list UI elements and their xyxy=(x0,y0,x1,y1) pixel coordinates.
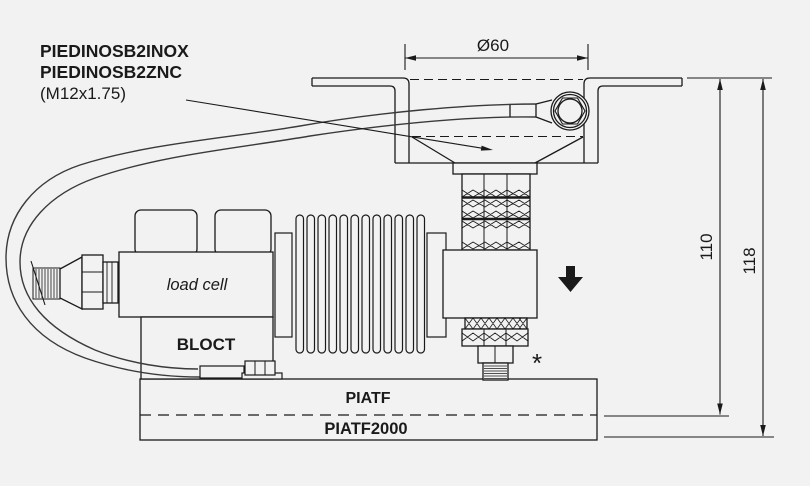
product-label-2: PIEDINOSB2ZNC xyxy=(40,62,182,82)
load-cell-top-boss-right xyxy=(215,210,271,255)
connector-ring xyxy=(103,262,118,303)
dim-118-label: 118 xyxy=(740,247,759,275)
thread-spec-label: (M12x1.75) xyxy=(40,84,126,103)
dim-diameter-label: Ø60 xyxy=(476,36,510,55)
connector-hex xyxy=(82,255,103,309)
lock-nut xyxy=(462,329,528,346)
bellows-left-collar xyxy=(275,233,292,337)
piatf-label: PIATF xyxy=(345,390,391,407)
hex-nut-stack xyxy=(453,163,537,250)
adjustment-stud xyxy=(483,363,508,380)
piatf2000-label: PIATF2000 xyxy=(324,420,408,438)
product-label-1: PIEDINOSB2INOX xyxy=(40,41,189,61)
column-top-bar xyxy=(453,163,537,174)
connector-ribbed-stub xyxy=(33,268,60,299)
cable-clamp xyxy=(200,366,244,378)
bloct-label: BLOCT xyxy=(176,335,236,354)
footnote-asterisk: * xyxy=(532,348,543,378)
load-cell-top-boss-left xyxy=(135,210,197,255)
column-block xyxy=(443,250,537,318)
dim-110-label: 110 xyxy=(697,233,716,261)
load-cell-label: load cell xyxy=(166,276,228,294)
hex-bolt xyxy=(245,361,275,375)
